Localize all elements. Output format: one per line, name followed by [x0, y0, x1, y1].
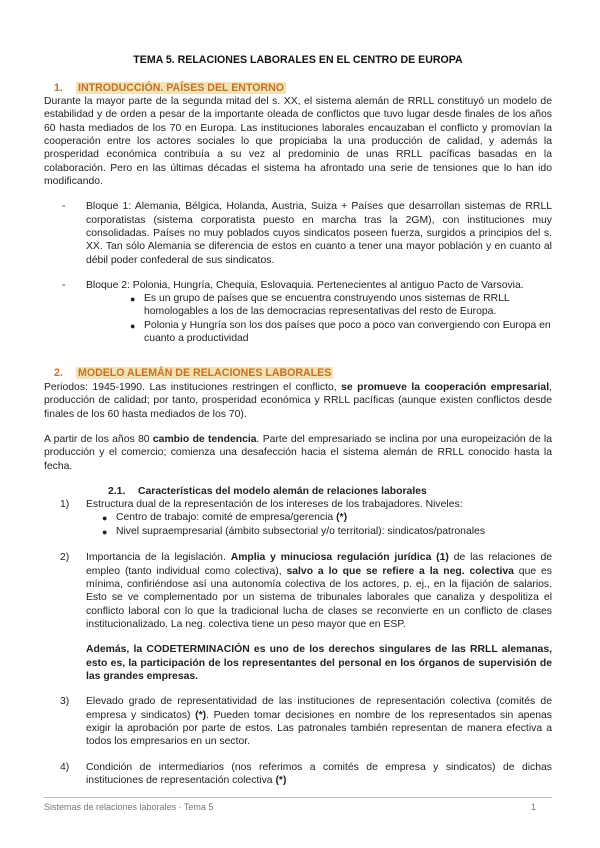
item-2-text [86, 551, 552, 631]
footer-divider [44, 797, 552, 798]
asterisk-mark: (*) [336, 512, 348, 524]
bold-text-run: salvo a lo que se refiere a la neg. colectiva [286, 565, 514, 577]
section-2-paragraph-2 [44, 433, 552, 473]
dash-marker: - [62, 279, 66, 291]
footnote-mark: (1) [431, 552, 449, 564]
list-item-bloque-1 [62, 200, 552, 267]
text-run: Importancia de la legislación. [86, 552, 231, 564]
page-title: TEMA 5. RELACIONES LABORALES EN EL CENTRO DE EUROPA [133, 54, 463, 66]
subsection-title: Características del modelo alemán de relaciones laborales [138, 485, 427, 497]
text-run: Periodos: 1945-1990. Las instituciones restringen el conflicto, [44, 381, 342, 393]
text-run: de las relaciones de empleo (tanto individual como colectiva), [86, 552, 552, 577]
item-1-bullet-2 [102, 525, 552, 539]
page-content [44, 54, 552, 787]
bloque-1-text: Bloque 1: Alemania, Bélgica, Holanda, Austria, Suiza + Países que desarrollan sistemas de RRLL corporatistas (sistema corporatista puesto en marcha tras la 2GM), con instituciones muy consolidadas. Países no muy poblados cuyos sindicatos poseen fuerza, surgidos a principios del s. XX. Tan sólo Alemania se diferencia de estos en cuanto a tener una mayor población y en cuanto al débil poder confederal de sus sindicatos. [86, 201, 552, 266]
bloque-2-sub-item-1 [130, 292, 552, 319]
section-1-intro: Durante la mayor parte de la segunda mitad del s. XX, el sistema alemán de RRLL constituyó un modelo de estabilidad y de orden a pesar de la importante oleada de conflictos que tuvo lugar desde finales de los años 60 hasta mediados de los 70 en Europa. Las instituciones laborales encauzaban el conflicto y promovían la cooperación entre los actores sociales lo que propiciaba la una producción de calidad, y además la prosperidad económica contribuía a su vez al predominio de unas RRLL pacíficas basadas en la colaboración. Pero en las últimas décadas el sistema ha afrontado una serie de tensiones que lo han ido modificando. [44, 96, 552, 187]
text-run: Condición de intermediarios (nos referimos a comités de empresa y sindicatos) de dichas instituciones de representación colectiva [86, 761, 552, 786]
section-1-title: INTRODUCCIÓN. PAÍSES DEL ENTORNO [78, 81, 285, 94]
text-run: Centro de trabajo: comité de empresa/gerencia [116, 512, 337, 524]
bloque-2-text: Bloque 2: Polonia, Hungría, Chequia, Eslovaquia. Pertenecientes al antiguo Pacto de Varsovia. [86, 279, 524, 291]
footer-text: Sistemas de relaciones laborales · Tema 5 [44, 802, 214, 812]
asterisk-mark: (*) [275, 774, 287, 786]
item-3-text [86, 695, 552, 748]
subsection-number: 2.1. [108, 485, 126, 497]
section-2-paragraph-1 [44, 381, 552, 421]
item-1-text: Estructura dual de la representación de los intereses de los trabajadores. Niveles: [86, 499, 463, 511]
bullet-icon: ● [130, 320, 136, 331]
item-1-bullet-1-text [116, 511, 347, 525]
bloque-2-sub-text-1: Es un grupo de países que se encuentra construyendo unos sistemas de RRLL homologables a los de las democracias representativas del resto de Europa. [144, 293, 510, 318]
bullet-icon: ● [102, 527, 108, 538]
bold-text-run: cambio de tendencia [152, 433, 257, 445]
text-run: A partir de los años 80 [44, 433, 153, 445]
text-run: . Pueden tomar decisiones en nombre de los representados sin apenas exigir la aprobación por parte de estos. Las patronales también representan de manera efectiva a todos los empresarios en un sector. [86, 709, 552, 748]
bloque-2-sub-text-2: Polonia y Hungría son los dos países que poco a poco van convergiendo con Europa en cuanto a productividad [144, 319, 551, 345]
numbered-item-4 [60, 761, 552, 788]
dash-marker: - [62, 201, 66, 213]
list-item-bloque-2 [62, 279, 552, 292]
item-number: 2) [60, 552, 70, 564]
text-run: . Parte del empresariado se inclina por una europeización de la producción y el comercio; comienza una desafección hacia el sistema alemán de RRLL conocido hasta la fecha. [44, 433, 553, 472]
asterisk-mark: (*) [195, 709, 207, 721]
item-4-text [86, 761, 552, 788]
bullet-icon: ● [130, 294, 136, 305]
text-run: , producción de calidad; por tanto, prosperidad económica y RRLL pacíficas (aunque existen conflictos desde finales de los 60 hasta mediados de los 70). [44, 381, 552, 420]
text-run: que es mínima, confiriéndose así una autonomía colectiva de los actores, p. ej., en la fijación de salarios. Esto se ve complementado por un sistema de tribunales laborales que canaliza y despolitiza el conflicto laboral con lo que la tradicional lucha de clases se reconvierte en un conflicto de clases institucionalizado. La neg. colectiva tiene un peso mayor que en ESP. [86, 565, 552, 631]
section-2-heading [44, 367, 552, 381]
numbered-item-2 [60, 551, 552, 631]
section-2-title: MODELO ALEMÁN DE RELACIONES LABORALES [78, 367, 332, 380]
section-1-heading [44, 82, 552, 96]
numbered-item-1 [60, 498, 552, 511]
item-1-bullet-2-text: Nivel supraempresarial (ámbito subsectorial y/o territorial): sindicatos/patronales [116, 526, 486, 538]
bloque-2-sub-item-2 [130, 319, 552, 346]
bullet-icon: ● [102, 513, 108, 524]
item-1-bullet-1 [102, 511, 552, 525]
text-run: Elevado grado de representatividad de las instituciones de representación colectiva (comités de empresa y sindicatos) [86, 696, 552, 721]
numbered-item-3 [60, 695, 552, 748]
bold-text-run: se promueve la cooperación empresarial [341, 381, 550, 393]
section-1-number: 1. [54, 81, 63, 94]
codeterminacion-note: Además, la CODETERMINACIÓN es uno de los derechos singulares de las RRLL alemanas, esto es, la participación de los representantes del personal en los órganos de supervisión de las grandes empresas. [86, 644, 552, 682]
subsection-2-1-heading [108, 485, 552, 498]
bold-text-run: Amplia y minuciosa regulación jurídica [230, 552, 432, 564]
item-number: 1) [60, 499, 70, 511]
section-2-number: 2. [54, 367, 63, 380]
item-number: 3) [60, 696, 70, 708]
item-number: 4) [60, 761, 70, 773]
page-number: 1 [530, 802, 536, 812]
